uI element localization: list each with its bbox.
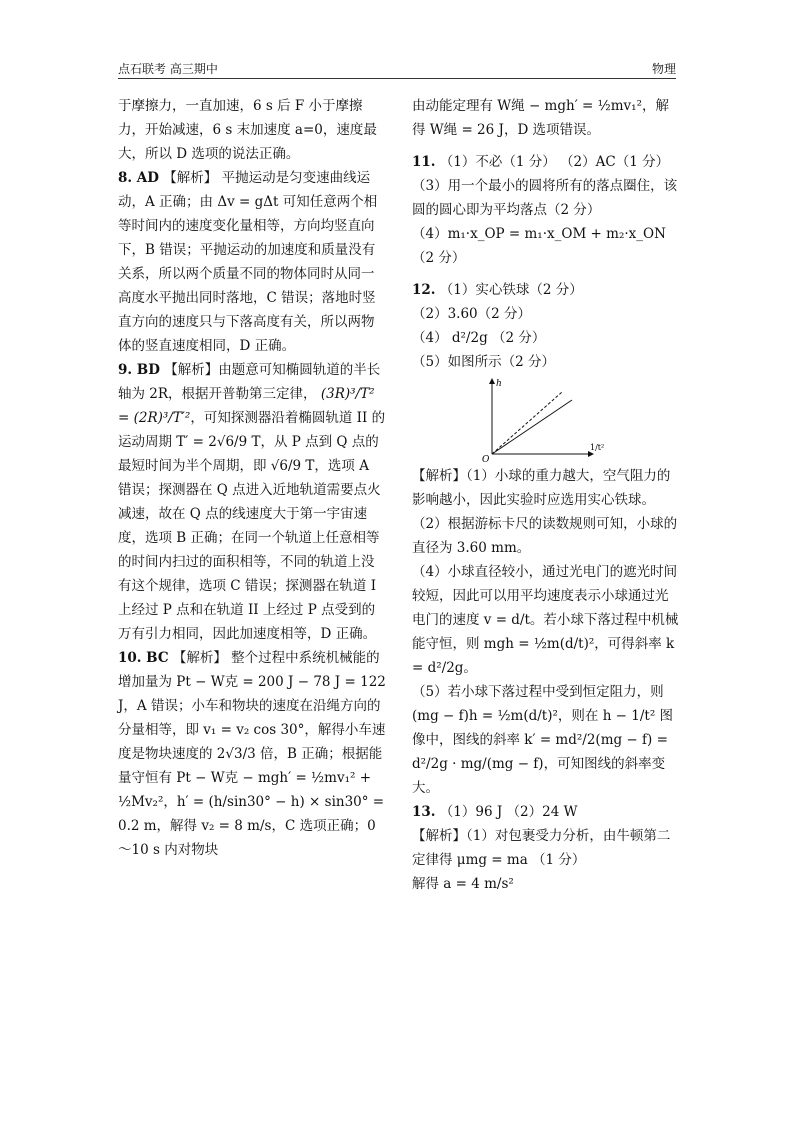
y-arrow <box>489 378 495 384</box>
q12-answer-g: （4）小球直径较小，通过光电门的遮光时间较短，因此可以用平均速度表示小球通过光电门的速度 v = d/t。若小球下落过程中机械能守恒，则 mgh = ½m(d/t)²，可得斜率 k = d²/2g。 <box>412 564 679 676</box>
line-graph <box>472 374 612 462</box>
q8-number: 8. AD <box>118 170 159 186</box>
q12-answer-d: （5）如图所示（2 分） <box>412 354 555 370</box>
q8-text: 【解析】 平抛运动是匀变速曲线运动，A 正确；由 Δv = gΔt 可知任意两个相等时间内的速度变化量相等，方向均竖直向下，B 错误；平抛运动的加速度和质量没有关系，所以两个质量不同的物体同时从同一高度水平抛出同时落地，C 错误；落地时竖直方向的速度只与下落高度有关，所以两物体的竖直速度相同，D 正确。 <box>118 170 378 354</box>
q12-answer-c: （4） d²/2g （2 分） <box>412 330 546 346</box>
q13-text-a: （1）96 J （2）24 W <box>439 804 578 820</box>
header-right: 物理 <box>651 62 676 76</box>
q11-answer-c: （4）m₁·x_OP = m₁·x_OM + m₂·x_ON（2 分） <box>412 226 666 266</box>
q13-answer-c: 解得 a = 4 m/s² <box>412 876 514 892</box>
q13-answer-b: 【解析】（1）对包裹受力分析，由牛顿第二定律得 μmg = ma （1 分） <box>412 828 671 868</box>
paragraph: 于摩擦力，一直加速，6 s 后 F 小于摩擦力，开始减速，6 s 末加速度 a=0，速度最大，所以 D 选项的说法正确。 <box>118 98 377 162</box>
q12-number: 12. <box>412 282 436 298</box>
q12-answer-a <box>412 278 680 302</box>
solid-line <box>492 400 572 454</box>
q13-answer-a <box>412 800 680 824</box>
q11-answer-b: （3）用一个最小的圆将所有的落点圈住，该圆的圆心即为平均落点（2 分） <box>412 178 678 218</box>
q11-answer-a <box>412 150 680 174</box>
header-left: 点石联考 高三期中 <box>118 62 218 76</box>
q10-number: 10. BC <box>118 650 169 666</box>
q8-answer <box>118 166 386 358</box>
q13-number: 13. <box>412 804 436 820</box>
x-label: 1/t² <box>590 443 605 452</box>
q9-text-b: ，可知探测器沿着椭圆轨道 II 的运动周期 T′ = 2√6/9 T，从 P 点到 Q 点的最短时间为半个周期，即 √6/9 T，选项 A 错误；探测器在 Q 点进入近地轨道需要点火减速，故在 Q 点的线速度大于第一宇宙速度，选项 B 正确；在同一个轨道上任意相等的时间内扫过的面积相等，不同的轨道上没有这个规律，选项 C 错误；探测器在轨道 I 上经过 P 点和在轨道 II 上经过 P 点受到的万有引力相同，因此加速度相等，D 正确。 <box>118 410 386 642</box>
page-header <box>118 56 676 79</box>
q12-answer-b: （2）3.60（2 分） <box>412 306 532 322</box>
q9-equation: (3R)³/T² = (2R)³/T′² <box>118 386 375 426</box>
origin-label: O <box>482 455 490 462</box>
left-column <box>118 94 386 862</box>
dashed-line <box>492 392 562 454</box>
q10-text: 【解析】 整个过程中系统机械能的增加量为 Pt − W克 = 200 J − 78 J = 122 J，A 错误；小车和物块的速度在沿绳方向的分量相等，即 v₁ = v₂ cos 30°，解得小车速度是物块速度的 2√3/3 倍，B 正确；根据能量守恒有 Pt − W克 − mgh′ = ½mv₁² + ½Mv₂²，h′ = (h/sin30° − h) × sin30° = 0.2 m，解得 v₂ = 8 m/s，C 选项正确；0～10 s 内对物块 <box>118 650 386 858</box>
q10-answer <box>118 646 386 862</box>
q12-answer-f: （2）根据游标卡尺的读数规则可知，小球的直径为 3.60 mm。 <box>412 516 678 556</box>
q11-number: 11. <box>412 154 436 170</box>
q9-text-a: 【解析】由题意可知椭圆轨道的半长轴为 2R，根据开普勒第三定律， <box>118 362 381 402</box>
q12-answer-h: （5）若小球下落过程中受到恒定阻力，则 (mg − f)h = ½m(d/t)²，则在 h − 1/t² 图像中，图线的斜率 k′ = md²/2(mg − f) = d²/2g · mg/(mg − f)，可知图线的斜率变大。 <box>412 684 674 796</box>
y-label: h <box>496 379 502 389</box>
h-vs-inverse-t2-figure <box>472 374 680 464</box>
q9-answer <box>118 358 386 646</box>
q9-number: 9. BD <box>118 362 160 378</box>
q12-answer-e: 【解析】（1）小球的重力越大，空气阻力的影响越小，因此实验时应选用实心铁球。 <box>412 468 671 508</box>
right-column <box>412 94 680 896</box>
q11-text-a: （1）不必（1 分） （2）AC（1 分） <box>439 154 670 170</box>
q12-text-a: （1）实心铁球（2 分） <box>439 282 583 298</box>
paragraph: 由动能定理有 W绳 − mgh′ = ½mv₁²，解得 W绳 = 26 J，D 选项错误。 <box>412 98 669 138</box>
